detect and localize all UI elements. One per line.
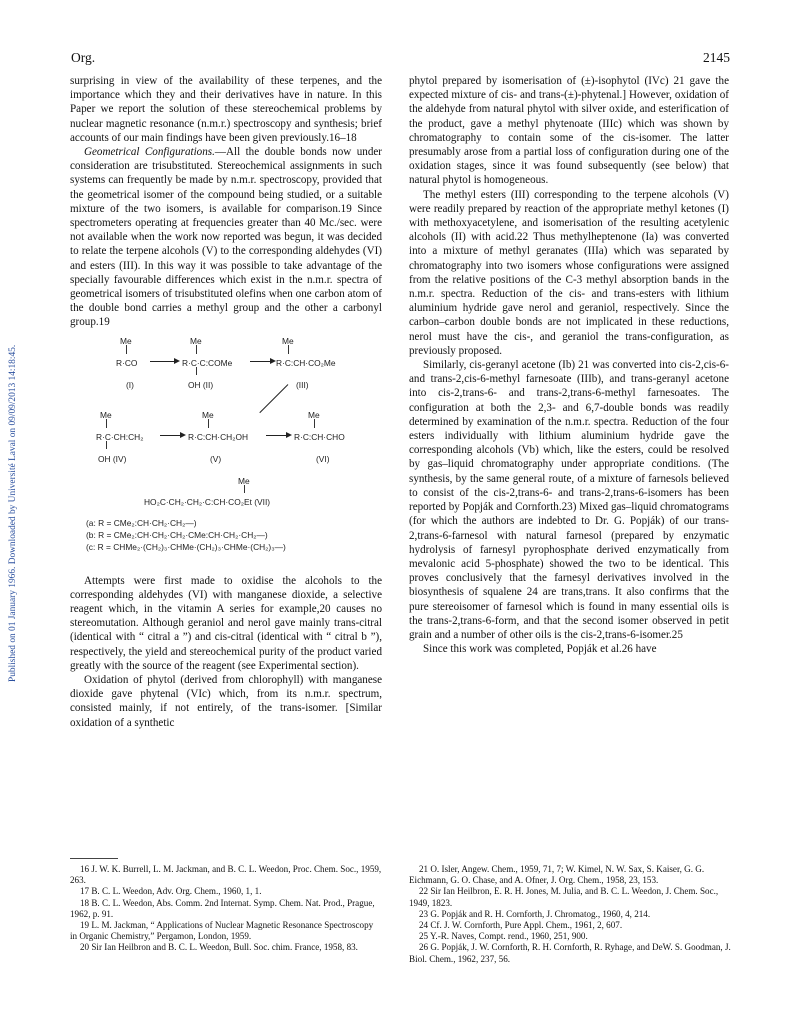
left-column	[70, 74, 382, 730]
compound-II: R·C·C:COMe	[182, 357, 233, 368]
section-heading: Geometrical Configurations.	[84, 146, 215, 159]
reaction-arrow	[150, 361, 178, 362]
footnote: 18 B. C. L. Weedon, Abs. Comm. 2nd Internat. Symp. Chem. Nat. Prod., Prague, 1962, p. 91.	[70, 897, 375, 919]
bond-line	[208, 419, 209, 428]
footnote-divider	[70, 858, 118, 859]
footnote: 26 G. Popják, J. W. Cornforth, R. H. Cornforth, R. Ryhage, and DeW. S. Goodman, J. Biol. Chem., 1962, 237, 56.	[409, 942, 731, 964]
compound-V: R·C:CH·CH₂OH	[188, 431, 249, 442]
footnote: 21 O. Isler, Angew. Chem., 1959, 71, 7; W. Kimel, N. W. Sax, S. Kaiser, G. G. Eichmann, G. O. Chase, and A. Ofner, J. Org. Chem., 1958, 23, 153.	[409, 864, 705, 886]
paragraph	[70, 145, 382, 330]
compound-label: OH (IV)	[98, 453, 127, 464]
paragraph: Attempts were first made to oxidise the alcohols to the corresponding aldehydes (VI) with manganese dioxide, a selective reagent which, in the vitamin A series for example,20 causes no stereomutation. Although geraniol and nerol gave mainly trans-citral (identical with “ citral a ”) and cis-citral (identical with “ citral b ”), respectively, the yield and stereochemical purity of the product varied greatly with the source of the reagent (see Experimental section).	[70, 574, 382, 672]
reaction-arrow	[160, 435, 184, 436]
methyl-label: Me	[120, 335, 132, 346]
footnote: 16 J. W. K. Burrell, L. M. Jackman, and B. C. L. Weedon, Proc. Chem. Soc., 1959, 263.	[70, 864, 382, 886]
footnote: 24 Cf. J. W. Cornforth, Pure Appl. Chem., 1961, 2, 607.	[419, 920, 623, 931]
chemical-scheme	[70, 334, 382, 570]
compound-label: (I)	[126, 379, 134, 390]
reaction-arrow	[266, 435, 290, 436]
compound-label: OH (II)	[188, 379, 214, 390]
methyl-label: Me	[190, 335, 202, 346]
bond-line	[288, 345, 289, 354]
footnotes-right	[409, 864, 731, 965]
download-notice[interactable]: Published on 01 January 1966. Downloaded by Université Laval on 09/09/2013 14:18:45.	[8, 344, 18, 682]
bond-line	[196, 345, 197, 354]
paragraph: surprising in view of the availability of these terpenes, and the importance which they and their derivatives have in nature. In this Paper we report the solution of these stereochemical problems by nuclear magnetic resonance (n.m.r.) spectroscopy and synthesis; brief accounts of our main findings have been given previously.16–18	[70, 75, 382, 144]
paragraph: phytol prepared by isomerisation of (±)-isophytol (IVc) 21 gave the expected mixture of cis- and trans-(±)-phytenal.] However, oxidation of the aldehyde from natural phytol with silver oxide, and esterification of the product, gave a methyl phytenoate (IIIc) which was shown by chromatography to contain some of the cis-isomer. The latter presumably arose from a partial loss of configuration during one of the oxidation stages, since it was found subsequently (see below) that natural phytol is homogeneous.	[409, 75, 729, 187]
methyl-label: Me	[202, 409, 214, 420]
compound-IV: R·C·CH:CH₂	[96, 431, 144, 442]
bond-line	[196, 367, 197, 375]
bond-line	[106, 419, 107, 428]
methyl-label: Me	[282, 335, 294, 346]
journal-header: Org.	[71, 50, 96, 65]
compound-VII: HO₂C·CH₂·CH₂·C:CH·CO₂Et (VII)	[144, 496, 271, 507]
reaction-arrow	[250, 361, 274, 362]
substituent-c: (c: R = CHMe₂·(CH₂)₃·CHMe·(CH₂)₃·CHMe·(CH₂)₃—)	[86, 541, 286, 552]
paragraph: Since this work was completed, Popják et al.26 have	[423, 643, 657, 656]
compound-I: R·CO	[116, 357, 138, 368]
paragraph: The methyl esters (III) corresponding to the terpene alcohols (V) were readily prepared by reaction of the appropriate methyl ketones (I) with methoxyacetylene, and isomerisation of the resulting acetylenic alcohols (II) with acid.22 Thus methylheptenone (Ia) was converted into a mixture of methyl geranates (IIIa) which was separated by chromatography into two isomers whose configurations were assigned from the relative positions of the C-3 methyl absorption bands in the n.m.r. spectra. Reduction of the cis- and trans-esters with lithium aluminium hydride gave nerol and geraniol, respectively. Since the carbon–carbon double bonds are not implicated in these reductions, nerol must have the cis-, and geraniol the trans-configuration, as previously proposed.	[409, 188, 729, 357]
compound-VI: R·C:CH·CHO	[294, 431, 345, 442]
methyl-label: Me	[238, 475, 250, 486]
methyl-label: Me	[308, 409, 320, 420]
bond-line	[126, 345, 127, 354]
page-number: 2145	[703, 50, 730, 65]
footnote: 20 Sir Ian Heilbron and B. C. L. Weedon, Bull. Soc. chim. France, 1958, 83.	[80, 942, 358, 953]
paragraph: Oxidation of phytol (derived from chlorophyll) with manganese dioxide gave phytenal (VIc) which, from its n.m.r. spectrum, consisted mainly, if not entirely, of the trans-isomer. [Similar oxidation of a synthetic	[70, 674, 382, 729]
compound-label: (III)	[296, 379, 309, 390]
bond-line	[244, 485, 245, 493]
substituent-a: (a: R = CMe₂:CH·CH₂·CH₂—)	[86, 517, 197, 528]
right-column	[409, 74, 729, 656]
compound-label: (V)	[210, 453, 222, 464]
footnote: 17 B. C. L. Weedon, Adv. Org. Chem., 1960, 1, 1.	[80, 886, 262, 897]
substituent-b: (b: R = CMe₂:CH·CH₂·CH₂·CMe:CH·CH₂·CH₂—)	[86, 529, 268, 540]
reaction-arrow	[259, 384, 288, 413]
compound-III: R·C:CH·CO₂Me	[276, 357, 336, 368]
footnote: 19 L. M. Jackman, “ Applications of Nuclear Magnetic Resonance Spectroscopy in Organic Chemistry,” Pergamon, London, 1959.	[70, 920, 374, 942]
methyl-label: Me	[100, 409, 112, 420]
paragraph: Similarly, cis-geranyl acetone (Ib) 21 was converted into cis-2,cis-6- and trans-2,cis-6-methyl farnesoate (IIIb), and trans-geranyl acetone into cis-2,trans-6- and trans-2,trans-6-methyl farnesoates. The configuration at both the 2,3- and 6,7-double bonds was readily determined by examination of the n.m.r. spectra. Reduction of the four esters individually with lithium aluminium hydride gave the corresponding alcohols (Vb) which, like the esters, could be resolved by gas–liquid chromatography under appropriate conditions. (The synthesis, by the same general route, of a mixture of farnesols believed to consist of the cis-2,trans-6- and trans-2,trans-6-isomers has been reported by Popják and Cornforth.23) Mixed gas–liquid chromatograms (for which the authors are indebted to Dr. G. Popják) of our trans-2,trans-6-farnesol with natural farnesol (prepared by enzymatic hydrolysis of farnesyl pyrophosphate derived enzymatically from mevalonic acid 5-phosphate) showed the two to be identical. This proves conclusively that the farnesyl derivatives involved in the biosynthesis of squalene 24 are trans,trans. It also confirms that the pure stereoisomer of farnesol which is found in many essential oils is the trans-2,trans-6-form, and that the second isomer observed in petit grain and a number of other oils is the cis-2,trans-6-isomer.25	[409, 359, 729, 641]
bond-line	[106, 441, 107, 449]
footnotes-left	[70, 864, 382, 954]
footnote: 25 Y.-R. Naves, Compt. rend., 1960, 251, 900.	[419, 931, 588, 942]
paragraph-text: —All the double bonds now under consideration are trisubstituted. Stereochemical assignments in such systems can frequently be made by n.m.r. spectroscopy, provided that the geometrical isomer of the compound being studied, or a suitable mixture of the two isomers, is available for comparison.19 Since spectrometers operating at frequencies greater than 40 Mc./sec. were not available when the work now reported was begun, it was decided to relate the terpene alcohols (V) to the corresponding aldehydes (VI) and esters (III). In this way it was possible to take advantage of the specially favourable differences which exist in the n.m.r. spectra of geometrical isomers of trisubstituted olefins when one carbon atom of the double bond carries a methyl group and the other a carbonyl group.19	[70, 146, 382, 329]
footnote: 22 Sir Ian Heilbron, E. R. H. Jones, M. Julia, and B. C. L. Weedon, J. Chem. Soc., 1949, 1823.	[409, 886, 719, 908]
footnote: 23 G. Popják and R. H. Cornforth, J. Chromatog., 1960, 4, 214.	[419, 908, 651, 919]
compound-label: (VI)	[316, 453, 330, 464]
bond-line	[314, 419, 315, 428]
